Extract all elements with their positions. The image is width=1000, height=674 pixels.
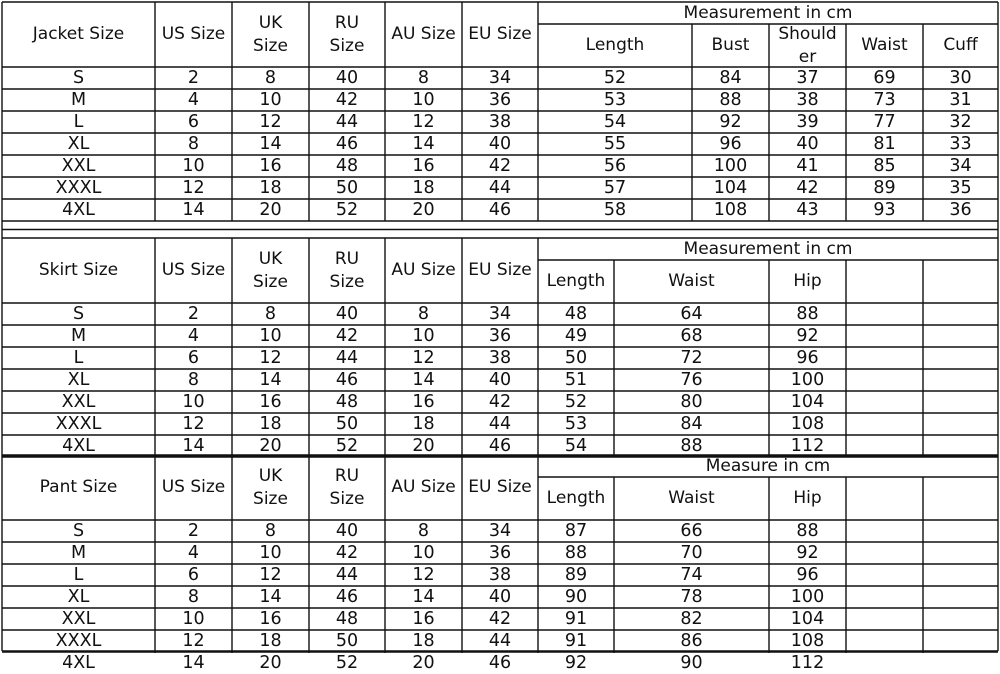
table-cell: 10 <box>182 155 205 176</box>
table-cell: 100 <box>790 369 825 390</box>
measurement-title: Measure in cm <box>705 455 831 476</box>
table-cell: 12 <box>412 111 435 132</box>
table-cell <box>846 542 923 564</box>
table-cell <box>923 325 998 347</box>
table-cell: 4 <box>187 89 200 110</box>
table-cell: 32 <box>949 111 972 132</box>
table-cell: 88 <box>719 89 742 110</box>
table-cell: 20 <box>259 652 282 673</box>
table-cell: 50 <box>335 630 359 651</box>
table-cell: 40 <box>488 369 512 390</box>
table-cell: 42 <box>335 89 359 110</box>
table-cell: 14 <box>412 133 435 154</box>
table-cell <box>846 369 923 391</box>
table-cell: 44 <box>335 347 359 368</box>
table-cell: 14 <box>182 199 205 220</box>
table-cell: 81 <box>873 133 896 154</box>
measurement-column-header <box>846 477 923 520</box>
table-cell: 52 <box>335 435 359 456</box>
table-cell: 6 <box>187 347 200 368</box>
table-cell: 10 <box>182 608 205 629</box>
table-cell: 42 <box>488 391 512 412</box>
table-cell: 31 <box>949 89 972 110</box>
table-cell <box>846 520 923 542</box>
table-cell: 20 <box>259 199 282 220</box>
table-cell: 96 <box>796 564 819 585</box>
table-cell: 18 <box>412 630 435 651</box>
table-cell: 64 <box>680 303 703 324</box>
table-cell: 87 <box>564 520 588 541</box>
measurement-column-header: Waist <box>668 488 715 509</box>
table-cell: 42 <box>488 608 512 629</box>
table-cell: 8 <box>187 133 200 154</box>
table-cell: 20 <box>259 435 282 456</box>
table-cell: 42 <box>796 177 819 198</box>
table-cell: 2 <box>187 67 200 88</box>
section-header-size: Pant Size <box>39 477 118 498</box>
table-cell: 53 <box>564 413 588 434</box>
table-cell: 44 <box>335 564 359 585</box>
table-cell: 54 <box>564 435 588 456</box>
measurement-column-header: Waist <box>861 35 908 56</box>
table-cell: 48 <box>335 608 359 629</box>
table-cell: 33 <box>949 133 972 154</box>
table-cell: 54 <box>603 111 627 132</box>
measurement-column-header: Cuff <box>943 35 978 56</box>
table-cell: 42 <box>488 155 512 176</box>
table-cell: 86 <box>680 630 703 651</box>
table-cell: 93 <box>873 199 896 220</box>
table-cell: 34 <box>949 155 972 176</box>
table-cell: 36 <box>488 542 512 563</box>
table-cell: 46 <box>488 435 512 456</box>
table-cell: 42 <box>335 542 359 563</box>
table-cell <box>923 347 998 369</box>
table-cell: 92 <box>564 652 588 673</box>
measurement-column-header: Hip <box>793 488 822 509</box>
table-cell: 18 <box>412 177 435 198</box>
table-cell: 108 <box>790 630 825 651</box>
measurement-column-header <box>846 260 923 303</box>
table-cell: 53 <box>603 89 627 110</box>
table-cell: 8 <box>417 520 430 541</box>
table-cell <box>846 413 923 435</box>
table-cell: 8 <box>264 303 277 324</box>
table-cell: 48 <box>335 155 359 176</box>
section-header-size: Skirt Size <box>38 260 119 281</box>
measurement-column-header: Length <box>546 488 606 509</box>
table-cell: 92 <box>796 542 819 563</box>
table-cell: 34 <box>488 303 512 324</box>
table-cell: 112 <box>790 652 825 673</box>
table-cell: L <box>73 347 84 368</box>
table-cell: 92 <box>719 111 742 132</box>
table-cell: 89 <box>873 177 896 198</box>
table-cell: 51 <box>564 369 588 390</box>
table-cell: 8 <box>187 369 200 390</box>
table-cell: 8 <box>417 67 430 88</box>
table-cell: 52 <box>335 199 359 220</box>
measurement-column-header: Waist <box>668 271 715 292</box>
table-cell: XXXL <box>55 630 102 651</box>
table-cell: 16 <box>412 155 435 176</box>
table-cell: 12 <box>182 413 205 434</box>
measurement-title: Measurement in cm <box>683 238 853 259</box>
table-cell: 41 <box>796 155 819 176</box>
table-cell: 2 <box>187 520 200 541</box>
table-cell: 40 <box>796 133 819 154</box>
table-cell <box>923 542 998 564</box>
table-cell: 84 <box>680 413 703 434</box>
measurement-column-header <box>923 260 998 303</box>
table-cell: 46 <box>335 133 359 154</box>
table-cell: S <box>72 303 85 324</box>
table-cell: 88 <box>564 542 588 563</box>
table-cell: 36 <box>488 325 512 346</box>
table-cell: 90 <box>564 586 588 607</box>
table-cell: 14 <box>259 133 282 154</box>
table-cell: 50 <box>564 347 588 368</box>
table-cell: 36 <box>488 89 512 110</box>
table-cell: S <box>72 67 85 88</box>
column-header: AU Size <box>391 477 456 498</box>
table-cell: 38 <box>488 347 512 368</box>
table-cell: 108 <box>713 199 748 220</box>
table-cell: 10 <box>259 89 282 110</box>
table-cell: 10 <box>259 325 282 346</box>
table-cell: 74 <box>680 564 703 585</box>
table-cell <box>923 586 998 608</box>
measurement-column-header: Should er <box>778 24 837 67</box>
table-cell: 30 <box>949 67 972 88</box>
table-cell: 73 <box>873 89 896 110</box>
table-cell: 16 <box>259 391 282 412</box>
table-cell: XXL <box>61 391 96 412</box>
table-cell: 40 <box>488 133 512 154</box>
table-cell: 57 <box>603 177 627 198</box>
table-cell: 12 <box>259 347 282 368</box>
table-cell <box>923 564 998 586</box>
column-header: EU Size <box>468 477 532 498</box>
table-cell: 35 <box>949 177 972 198</box>
table-cell: XL <box>67 586 90 607</box>
table-cell: 8 <box>264 520 277 541</box>
table-cell: 100 <box>713 155 748 176</box>
table-cell: XXL <box>61 608 96 629</box>
table-cell: 90 <box>680 652 703 673</box>
table-cell: 12 <box>259 111 282 132</box>
table-cell: 20 <box>412 199 435 220</box>
table-cell <box>846 303 923 325</box>
table-cell: 68 <box>680 325 703 346</box>
column-header: EU Size <box>468 24 532 45</box>
column-header: EU Size <box>468 260 532 281</box>
table-cell <box>923 435 998 457</box>
table-cell: 36 <box>949 199 972 220</box>
table-cell: 16 <box>259 608 282 629</box>
table-cell: 46 <box>335 586 359 607</box>
column-header: UK Size <box>253 249 288 292</box>
table-cell: 10 <box>182 391 205 412</box>
table-cell: 72 <box>680 347 703 368</box>
table-cell: 44 <box>488 177 512 198</box>
table-cell: 52 <box>603 67 627 88</box>
column-header: RU Size <box>329 249 365 292</box>
table-cell <box>846 630 923 652</box>
table-cell: 8 <box>417 303 430 324</box>
table-cell: 8 <box>264 67 277 88</box>
table-cell: 46 <box>335 369 359 390</box>
table-cell: 92 <box>796 325 819 346</box>
table-cell <box>923 652 998 674</box>
table-cell: 34 <box>488 67 512 88</box>
table-cell: 44 <box>488 413 512 434</box>
table-cell: 18 <box>412 413 435 434</box>
table-cell: 4 <box>187 325 200 346</box>
table-cell: 91 <box>564 630 588 651</box>
table-cell: 104 <box>790 608 825 629</box>
table-cell <box>923 369 998 391</box>
table-cell: 20 <box>412 652 435 673</box>
table-cell: 44 <box>488 630 512 651</box>
table-cell: 52 <box>564 391 588 412</box>
table-cell: 69 <box>873 67 896 88</box>
table-cell: 40 <box>335 67 359 88</box>
table-cell: 10 <box>412 89 435 110</box>
column-header: RU Size <box>329 466 365 509</box>
table-cell: 77 <box>873 111 896 132</box>
table-cell: 42 <box>335 325 359 346</box>
table-cell: M <box>70 542 87 563</box>
table-cell: 10 <box>412 325 435 346</box>
table-cell <box>923 630 998 652</box>
table-cell: 40 <box>335 520 359 541</box>
table-cell: 52 <box>335 652 359 673</box>
measurement-column-header: Hip <box>793 271 822 292</box>
table-cell: 6 <box>187 111 200 132</box>
table-cell: L <box>73 564 84 585</box>
table-cell: 20 <box>412 435 435 456</box>
table-cell: 76 <box>680 369 703 390</box>
table-cell: 55 <box>603 133 627 154</box>
table-cell <box>846 652 923 674</box>
table-cell: 49 <box>564 325 588 346</box>
table-cell: 4 <box>187 542 200 563</box>
table-cell: 104 <box>790 391 825 412</box>
column-header: RU Size <box>329 13 365 56</box>
table-cell: XXL <box>61 155 96 176</box>
table-cell: 16 <box>259 155 282 176</box>
table-cell <box>846 347 923 369</box>
table-cell: 48 <box>564 303 588 324</box>
table-cell: 78 <box>680 586 703 607</box>
table-cell: 50 <box>335 177 359 198</box>
table-cell: S <box>72 520 85 541</box>
table-cell: M <box>70 325 87 346</box>
measurement-column-header: Length <box>585 35 645 56</box>
table-cell: 39 <box>796 111 819 132</box>
measurement-column-header <box>923 477 998 520</box>
table-cell: XXXL <box>55 177 102 198</box>
table-cell: 4XL <box>62 652 95 673</box>
table-cell: 12 <box>412 347 435 368</box>
table-cell: 14 <box>182 435 205 456</box>
table-cell: 14 <box>259 369 282 390</box>
table-cell: 14 <box>412 369 435 390</box>
table-cell: 43 <box>796 199 819 220</box>
measurement-title: Measurement in cm <box>683 2 853 23</box>
table-cell: 4XL <box>62 435 95 456</box>
table-cell: 6 <box>187 564 200 585</box>
measurement-column-header: Length <box>546 271 606 292</box>
table-cell: 37 <box>796 67 819 88</box>
table-cell: 80 <box>680 391 703 412</box>
table-cell <box>923 303 998 325</box>
table-cell: 38 <box>796 89 819 110</box>
table-cell <box>923 391 998 413</box>
table-cell <box>923 413 998 435</box>
table-cell: 85 <box>873 155 896 176</box>
table-cell: 2 <box>187 303 200 324</box>
table-cell: L <box>73 111 84 132</box>
table-cell: 12 <box>182 630 205 651</box>
table-cell: 58 <box>603 199 627 220</box>
column-header: UK Size <box>253 466 288 509</box>
table-cell: 14 <box>412 586 435 607</box>
table-cell: XL <box>67 133 90 154</box>
table-cell: 12 <box>182 177 205 198</box>
table-cell: 46 <box>488 199 512 220</box>
table-cell <box>846 586 923 608</box>
table-cell: 50 <box>335 413 359 434</box>
table-cell: 18 <box>259 177 282 198</box>
table-cell: 104 <box>713 177 748 198</box>
column-header: US Size <box>161 260 226 281</box>
table-cell: 14 <box>259 586 282 607</box>
table-cell: 84 <box>719 67 742 88</box>
table-cell <box>846 435 923 457</box>
table-cell: 34 <box>488 520 512 541</box>
column-header: US Size <box>161 24 226 45</box>
table-cell <box>846 608 923 630</box>
column-header: AU Size <box>391 24 456 45</box>
column-header: US Size <box>161 477 226 498</box>
table-cell: 18 <box>259 413 282 434</box>
table-cell: 91 <box>564 608 588 629</box>
table-cell: 48 <box>335 391 359 412</box>
table-cell: 96 <box>796 347 819 368</box>
table-cell: 88 <box>796 303 819 324</box>
table-cell: 8 <box>187 586 200 607</box>
column-header: UK Size <box>253 13 288 56</box>
table-cell: 16 <box>412 391 435 412</box>
table-cell: 14 <box>182 652 205 673</box>
table-cell: 108 <box>790 413 825 434</box>
table-cell: 96 <box>719 133 742 154</box>
table-cell: 10 <box>412 542 435 563</box>
table-cell: 44 <box>335 111 359 132</box>
table-cell: XXXL <box>55 413 102 434</box>
table-cell: 89 <box>564 564 588 585</box>
table-cell: 112 <box>790 435 825 456</box>
table-cell <box>923 520 998 542</box>
table-cell: 12 <box>259 564 282 585</box>
table-cell <box>923 608 998 630</box>
table-cell: 38 <box>488 111 512 132</box>
table-cell: 70 <box>680 542 703 563</box>
table-cell: 38 <box>488 564 512 585</box>
table-cell: 10 <box>259 542 282 563</box>
section-header-size: Jacket Size <box>32 24 125 45</box>
table-cell: XL <box>67 369 90 390</box>
table-cell: 18 <box>259 630 282 651</box>
table-cell: M <box>70 89 87 110</box>
table-cell: 56 <box>603 155 627 176</box>
table-cell: 16 <box>412 608 435 629</box>
table-cell <box>846 564 923 586</box>
table-cell: 88 <box>680 435 703 456</box>
table-cell: 88 <box>796 520 819 541</box>
table-cell: 40 <box>335 303 359 324</box>
measurement-column-header: Bust <box>711 35 750 56</box>
table-cell <box>846 325 923 347</box>
table-cell: 4XL <box>62 199 95 220</box>
table-cell: 66 <box>680 520 703 541</box>
table-cell: 46 <box>488 652 512 673</box>
column-header: AU Size <box>391 260 456 281</box>
table-cell: 12 <box>412 564 435 585</box>
table-cell: 82 <box>680 608 703 629</box>
table-cell: 100 <box>790 586 825 607</box>
table-cell <box>846 391 923 413</box>
table-cell: 40 <box>488 586 512 607</box>
